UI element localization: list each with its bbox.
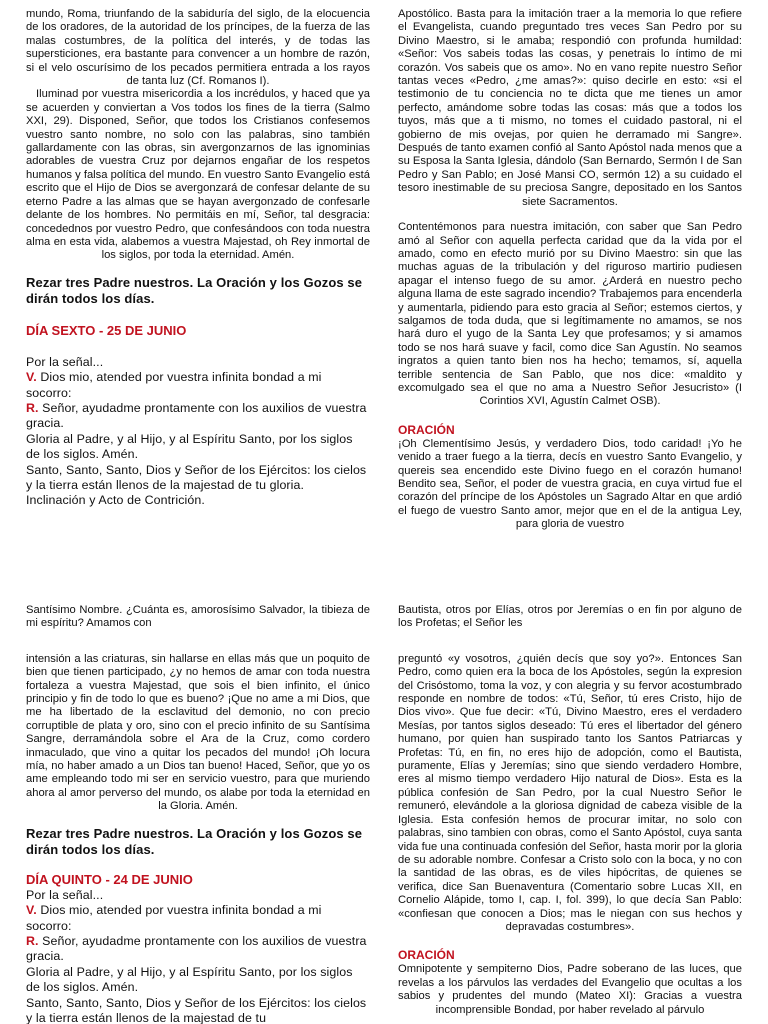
instruction-text: Rezar tres Padre nuestros. La Oración y los Gozos se dirán todos los días. (26, 825, 363, 857)
versicle (26, 370, 370, 401)
gloria-prayer: Gloria al Padre, y al Hijo, y al Espíritu Santo, por los siglos de los siglos. Amén. (26, 431, 353, 462)
page1-right-column (398, 8, 742, 560)
versicle-mark: V. (26, 370, 37, 385)
instruction-text: Rezar tres Padre nuestros. La Oración y los Gozos se dirán todos los días. (26, 274, 363, 306)
prayer-paragraph: ¡Oh Clementísimo Jesús, y verdadero Dios, todo caridad! ¡Yo he venido a traer fuego a la tierra, decís en vuestro Santo Evangelio, y quereis sea encendido este Divino fuego en el corazón humano! Bendito sea, Señor, el poder de vuestra gracia, en cuya virtud fue el corazón del príncipe de los Apóstoles un Sagrado Altar en que ardió el fuego de vuestro Santo amor, mejor que en el de la antigua Ley, para gloria de vuestro (398, 437, 742, 531)
oracion-heading: ORACIÓN (398, 422, 455, 437)
prayer-opening: Por la señal... (26, 887, 104, 902)
page2-right-column (398, 604, 742, 1024)
response (26, 401, 370, 432)
page-break-line: Santísimo Nombre. ¿Cuánta es, amorosísimo Salvador, la tibieza de mi espíritu? Amamos con (26, 604, 370, 630)
page-break-line: Bautista, otros por Elías, otros por Jeremías o en fin por alguno de los Profetas; el Señor les (398, 604, 742, 630)
response-mark: R. (26, 933, 39, 948)
versicle-text: Dios mio, atended por vuestra infinita bondad a mi socorro: (26, 903, 322, 933)
response-text: Señor, ayudadme prontamente con los auxilios de vuestra gracia. (26, 933, 367, 964)
response-text: Señor, ayudadme prontamente con los auxilios de vuestra gracia. (26, 400, 367, 431)
response (26, 934, 370, 965)
gloria-prayer: Gloria al Padre, y al Hijo, y al Espíritu Santo, por los siglos de los siglos. Amén. (26, 964, 353, 995)
versicle-text: Dios mio, atended por vuestra infinita bondad a mi socorro: (26, 370, 322, 400)
response-mark: R. (26, 400, 39, 415)
prayer-opening: Por la señal... (26, 354, 104, 369)
prayer-paragraph: Omnipotente y sempiterno Dios, Padre soberano de las luces, que revelas a los párvulos las verdades del Evangelio que ocultas a los sabios y prudentes del mundo (Mateo XI): Gracias a vuestra incomprensible Bondad, por haber revelado al párvulo (398, 963, 742, 1016)
body-paragraph: Iluminad por vuestra misericordia a los incrédulos, y haced que ya se acuerden y conviertan a Vos todos los fines de la tierra (Salmo XXI, 29). Disponed, Señor, que todos los Cristianos confesemos vuestro santo nombre, no solo con las palabras, sino también gallardamente con las obras, sin avergonzarnos de las ignominias adorables de vuestra Cruz por dejarnos engañar de los respetos humanos y falsa política del mundo. En vuestro Santo Evangelio está escrito que el Hijo de Dios se avergonzará de confesar delante de su eterno Padre a las almas que se hayan avergonzado de confesarle delante de los hombres. No permitáis en mí, Señor, tal desgracia: concedednos por vuestro Pedro, que confesándoos con toda nuestra alma en esta vida, alabemos a vuestra Majestad, oh Rey inmortal de los siglos, por toda la eternidad. Amén. (26, 88, 370, 262)
body-paragraph: intensión a las criaturas, sin hallarse en ellas más que un poquito de bien que tienen participado, ¿y no hemos de amar con toda nuestra fortaleza a vuestra Majestad, que sois el bien infinito, el único principio y fin de todo lo que es bueno? ¡Que no ame a mi Dios, que me ha libertado de la esclavitud del demonio, no con precio corruptible de plata y oro, sino con el precio infinito de su Santísima Sangre, derramándola sobre el Ara de la Cruz, como cordero inmaculado, que vino a quitar los pecados del mundo! ¡Oh locura mía, no haber amado a un Dios tan bueno! Haced, Señor, que yo os ame empleando todo mi ser en servicio vuestro, para que muriendo ahora al amor perverso del mundo, os alabe por toda la eternidad en la Gloria. Amén. (26, 652, 370, 813)
versicle (26, 903, 370, 934)
page2-left-column (26, 604, 370, 1024)
santo-prayer: Santo, Santo, Santo, Dios y Señor de los Ejércitos: los cielos y la tierra están llenos de la majestad de tu gloria. (26, 462, 367, 492)
day-heading: DÍA SEXTO - 25 DE JUNIO (26, 322, 187, 338)
closing-line: Inclinación y Acto de Contrición. (26, 493, 205, 508)
oracion-heading: ORACIÓN (398, 948, 455, 963)
versicle-mark: V. (26, 903, 37, 918)
body-paragraph: Contentémonos para nuestra imitación, con saber que San Pedro amó al Señor con aquella perfecta caridad que da la vida por el amado, como en efecto murió por su Divino Maestro: sin que las muchas aguas de la tribulación y del riguroso martirio pudiesen apagar el intenso fuego de su amor. ¿Arderá en nuestro pecho alguna llama de este sagrado incendio? Trabajemos para encenderla y aumentarla, pidiendo para esto gracia al Señor; estemos ciertos, y salgamos de toda duda, que si legítimamente no amamos, se nos hará duro el yugo de la Santa Ley que profesamos; y si amamos todo se nos hará suave y facil, como dice San Agustín. No seamos ingratos a quien tanto bien nos ha hecho; temamos, sí, aquella terrible sentencia de San Pablo, que nos dice: «maldito y excomulgado sea el que no ama a Nuestro Señor Jesucristo» (I Corintios XVI, Agustín Calmet OSB). (398, 221, 742, 408)
body-paragraph: mundo, Roma, triunfando de la sabiduría del siglo, de la elocuencia de los oradores, de la autoridad de los príncipes, de la fuerza de las malas costumbres, de la política del interés, y de todas las supersticiones, era bastante para convencer a un hombre de razón, si el velo oscurísimo de los pecados permitiera entrada a los rayos de tanta luz (Cf. Romanos I). (26, 8, 370, 88)
body-paragraph: Apostólico. Basta para la imitación traer a la memoria lo que refiere el Evangelista, cuando preguntado tres veces San Pedro por su Divino Maestro, si le amaba; respondió con profunda humildad: «Señor: Vos sabeis todas las cosas, y penetrais lo íntimo de mi corazón. Vos sabeis que os amo». No en vano repite nuestro Señor tantas veces «Pedro, ¿me amas?»: quiso decirle en esto: «si el testimonio de tu conciencia no te dicta que me tienes un amor perfecto, amándome sobre todas las cosas: más que a todos los tuyos, más que a ti mismo, no tomes el cuidado pastoral, ni el gobierno de mis ovejas, por quien he derramado mi Sangre». Después de tanto examen confió al Santo Apóstol nada menos que a su Esposa la Santa Iglesia, dándolo (San Bernardo, Sermón I de San Pedro y San Pablo; en José Mansi CO, sermón 12) a su cuidado el tesoro inestimable de su preciosa Sangre, depositado en los Santos siete Sacramentos. (398, 8, 742, 208)
page1-left-column (26, 8, 370, 560)
santo-prayer: Santo, Santo, Santo, Dios y Señor de los Ejércitos: los cielos y la tierra están llenos de la majestad de tu (26, 995, 367, 1024)
day-heading: DÍA QUINTO - 24 DE JUNIO (26, 871, 193, 887)
body-paragraph: preguntó «y vosotros, ¿quién decís que soy yo?». Entonces San Pedro, como quien era la boca de los Apóstoles, según la expresion del Crisóstomo, toma la voz, y con alegria y su fervor acostumbrado responde en nombre de todos: «Tú, Señor, tú eres Cristo, hijo de Dios vivo». Que fue decir: «Tú, Divino Maestro, eres el verdadero Mesías, por tantos siglos deseado: Tú eres el libertador del género humano, por quien han suspirado tanto los Santos Patriarcas y Profetas: Tú, en fin, no eres hijo de adopción, como el Bautista, puramente, Elías y Jeremías; sino que siendo verdadero Hombre, eres al mismo tiempo verdadero Hijo natural de Dios». Esta es la pública confesión de San Pedro, por la cual Nuestro Señor le remuneró, elevándole a la gloriosa dignidad de cabeza visible de la Iglesia. Esta confesión hemos de procurar imitar, no solo con palabras, sino tambien con obras, como el Santo Apóstol, cuya santa vida fue una continuada confesión del Señor, hasta morir por la gloria de su adorable nombre. Confesar a Cristo solo con la boca, y no con la santidad de las obras, es de viles hipócritas, de quienes se verifica, dice San Buenaventura (Comentario sobre Lucas XII, en Cornelio Alápide, tomo I, cap. I, fol. 399), lo que decía San Pablo: «confiesan que conocen a Dios; mas le niegan con sus hechos y depravadas costumbres». (398, 652, 742, 933)
